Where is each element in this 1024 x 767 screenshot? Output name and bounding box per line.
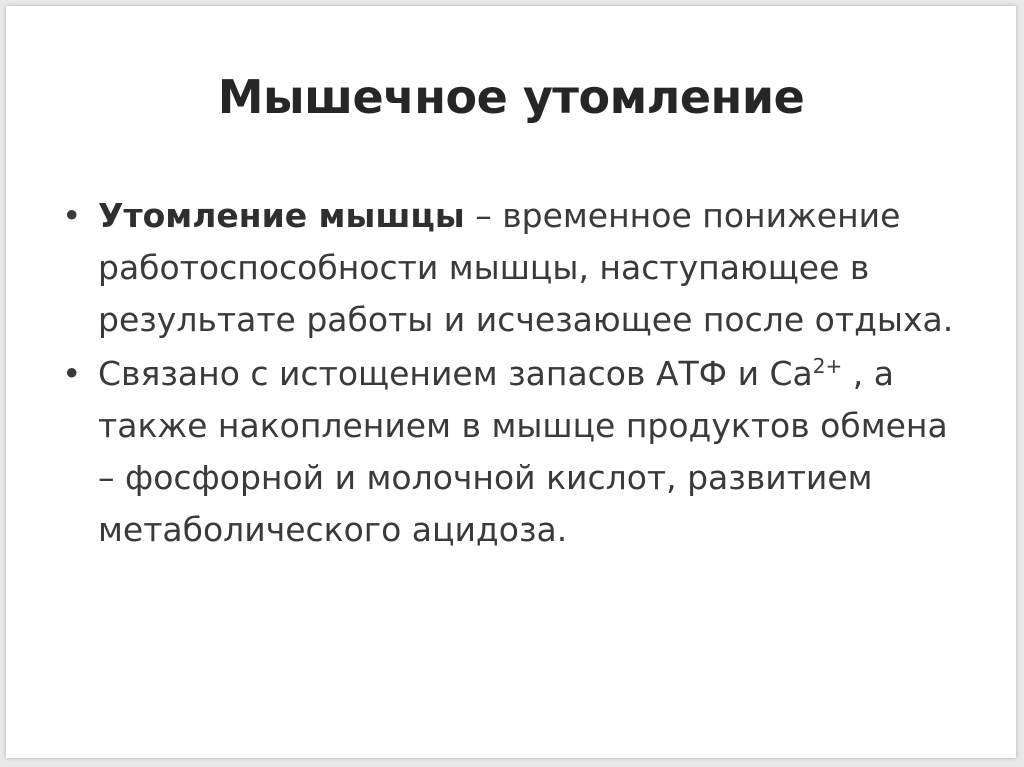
bullet-item-cause <box>60 348 960 556</box>
bullet-item-definition <box>60 190 960 346</box>
bullet-text: – временное понижение работоспособности мышцы, наступающее в результате работы и исчезающее после отдыха. <box>98 196 954 339</box>
bullet-term: Утомление мышцы <box>98 196 465 235</box>
superscript-charge: 2+ <box>812 354 843 378</box>
slide <box>6 6 1016 758</box>
bullet-list <box>60 190 960 556</box>
bullet-text-after: , а также накоплением в мышце продуктов обмена – фосфорной и молочной кислот, развитием метаболического ацидоза. <box>98 354 948 549</box>
bullet-dot-icon: • <box>62 354 82 393</box>
bullet-dot-icon: • <box>62 196 82 235</box>
slide-title: Мышечное утомление <box>217 70 805 124</box>
bullet-text-before: Связано с истощением запасов АТФ и Са <box>98 354 813 393</box>
